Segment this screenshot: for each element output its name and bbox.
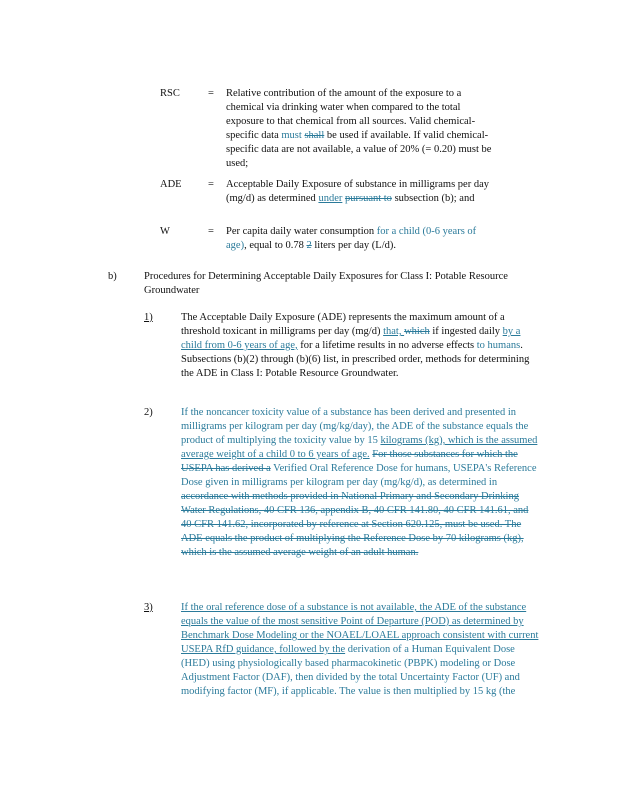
inserted-text: under: [318, 193, 343, 204]
inserted-text: for a child (0-6 years of age): [226, 226, 477, 251]
definition-term-ade: ADE: [160, 179, 182, 190]
inserted-text: If the noncancer toxicity value of a substance has been derived and presented in milligrams per kilogram per day (mg/kg/day), the ADE of the substance equals the product of multiplying the toxicity value by 15: [181, 407, 529, 446]
equals-sign: =: [208, 88, 214, 99]
definition-text-rsc: Relative contribution of the amount of the exposure to a chemical via drinking water when compared to the total exposure to that chemical from all sources. Valid chemical-specific data must shall be used if available. If valid chemical-specific data are not available, a value of 20% (= 0.20) must be used;: [226, 88, 492, 169]
definition-term-rsc: RSC: [160, 88, 180, 99]
definition-text-w: Per capita daily water consumption for a child (0-6 years of age), equal to 0.78 2 liters per day (L/d).: [226, 226, 477, 251]
deleted-text: For those substances for which the USEPA has derived a: [181, 449, 518, 474]
inserted-text: kilograms (kg), which is the assumed average weight of a child 0 to 6 years of age.: [181, 435, 538, 460]
deleted-text: pursuant to: [344, 193, 392, 204]
equals-sign: =: [208, 179, 214, 190]
deleted-text: which: [404, 326, 430, 337]
item-paragraph-2: [181, 406, 541, 560]
equals-sign: =: [208, 226, 214, 237]
item-number: 2): [144, 407, 153, 418]
inserted-text: derivation of a Human Equivalent Dose (HED) using physiologically based pharmacokinetic (PBPK) modeling or Dose Adjustment Factor (DAF), then divided by the total Uncertainty Factor (UF) and modifying factor (MF), if applicable. The value is then multiplied by 15 kg (the: [181, 644, 520, 697]
inserted-text: by a child from 0-6 years of age,: [181, 326, 521, 351]
section-heading: Procedures for Determining Acceptable Daily Exposures for Class I: Potable Resource Groundwater: [144, 271, 508, 296]
definition-term-w: W: [160, 226, 170, 237]
definition-text-ade: Acceptable Daily Exposure of substance in milligrams per day (mg/d) as determined under pursuant to subsection (b); and: [226, 179, 490, 204]
inserted-text: Verified Oral Reference Dose for humans, USEPA's Reference Dose given in milligrams per kilogram per day (mg/kg/d), as determined in: [181, 463, 537, 488]
inserted-text: that,: [383, 326, 405, 337]
item-paragraph-3: [181, 601, 541, 699]
inserted-text: must: [281, 130, 302, 141]
deleted-text: accordance with methods provided in National Primary and Secondary Drinking Water Regulations, 40 CFR 136, appendix B, 40 CFR 141.80, 40 CFR 141.61, and 40 CFR 141.62, incorporated by reference at Section 620.125, must be used. The ADE equals the product of multiplying the Reference Dose by 70 kilograms (kg), which is the assumed average weight of an adult human.: [181, 491, 529, 558]
inserted-text: to humans: [476, 340, 521, 351]
item-number: 1): [144, 312, 153, 323]
section-label: b): [108, 271, 117, 282]
deleted-text: shall: [304, 130, 325, 141]
deleted-text: 2: [306, 240, 312, 251]
inserted-text: If the oral reference dose of a substance is not available, the ADE of the substance equals the value of the most sensitive Point of Departure (POD) as determined by Benchmark Dose Modeling or the NOAEL/LOAEL approach consistent with current USEPA RfD guidance, followed by the: [181, 602, 539, 655]
item-number: 3): [144, 602, 153, 613]
item-paragraph-1: The Acceptable Daily Exposure (ADE) represents the maximum amount of a threshold toxicant in milligrams per day (mg/d) that, which if ingested daily by a child from 0-6 years of age, for a lifetime results in no adverse effects to humans. Subsections (b)(2) through (b)(6) list, in prescribed order, methods for determining the ADE in Class I: Potable Resource Groundwater.: [181, 312, 530, 379]
